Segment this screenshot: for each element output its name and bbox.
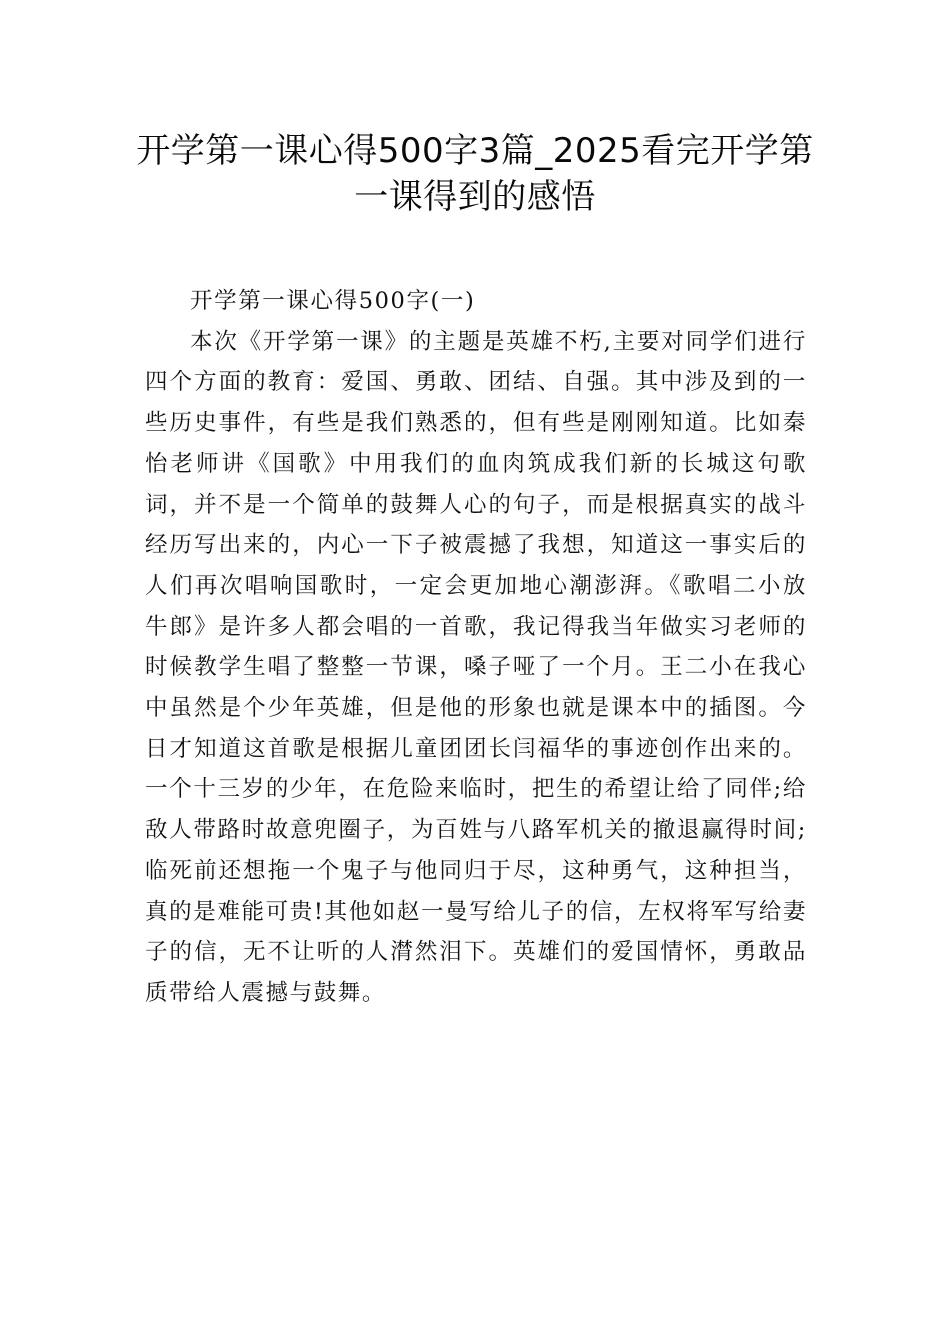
document-title: 开学第一课心得500字3篇_2025看完开学第一课得到的感悟 (136, 131, 814, 217)
section-heading: 开学第一课心得500字(一) (190, 288, 476, 314)
body-paragraph: 本次《开学第一课》的主题是英雄不朽,主要对同学们进行四个方面的教育：爱国、勇敢、团结、自强。其中涉及到的一些历史事件，有些是我们熟悉的，但有些是刚刚知道。比如秦怡老师讲《国歌》中用我们的血肉筑成我们新的长城这句歌词，并不是一个简单的鼓舞人心的句子，而是根据真实的战斗经历写出来的，内心一下子被震撼了我想，知道这一事实后的人们再次唱响国歌时，一定会更加地心潮澎湃。《歌唱二小放牛郎》是许多人都会唱的一首歌，我记得我当年做实习老师的时候教学生唱了整整一节课，嗓子哑了一个月。王二小在我心中虽然是个少年英雄，但是他的形象也就是课本中的插图。今日才知道这首歌是根据儿童团团长闫福华的事迹创作出来的。一个十三岁的少年，在危险来临时，把生的希望让给了同伴;给敌人带路时故意兜圈子，为百姓与八路军机关的撤退赢得时间;临死前还想拖一个鬼子与他同归于尽，这种勇气，这种担当，真的是难能可贵!其他如赵一曼写给儿子的信，左权将军写给妻子的信，无不让听的人潸然泪下。英雄们的爱国情怀，勇敢品质带给人震撼与鼓舞。 (145, 328, 807, 1006)
document-body (145, 281, 807, 1014)
